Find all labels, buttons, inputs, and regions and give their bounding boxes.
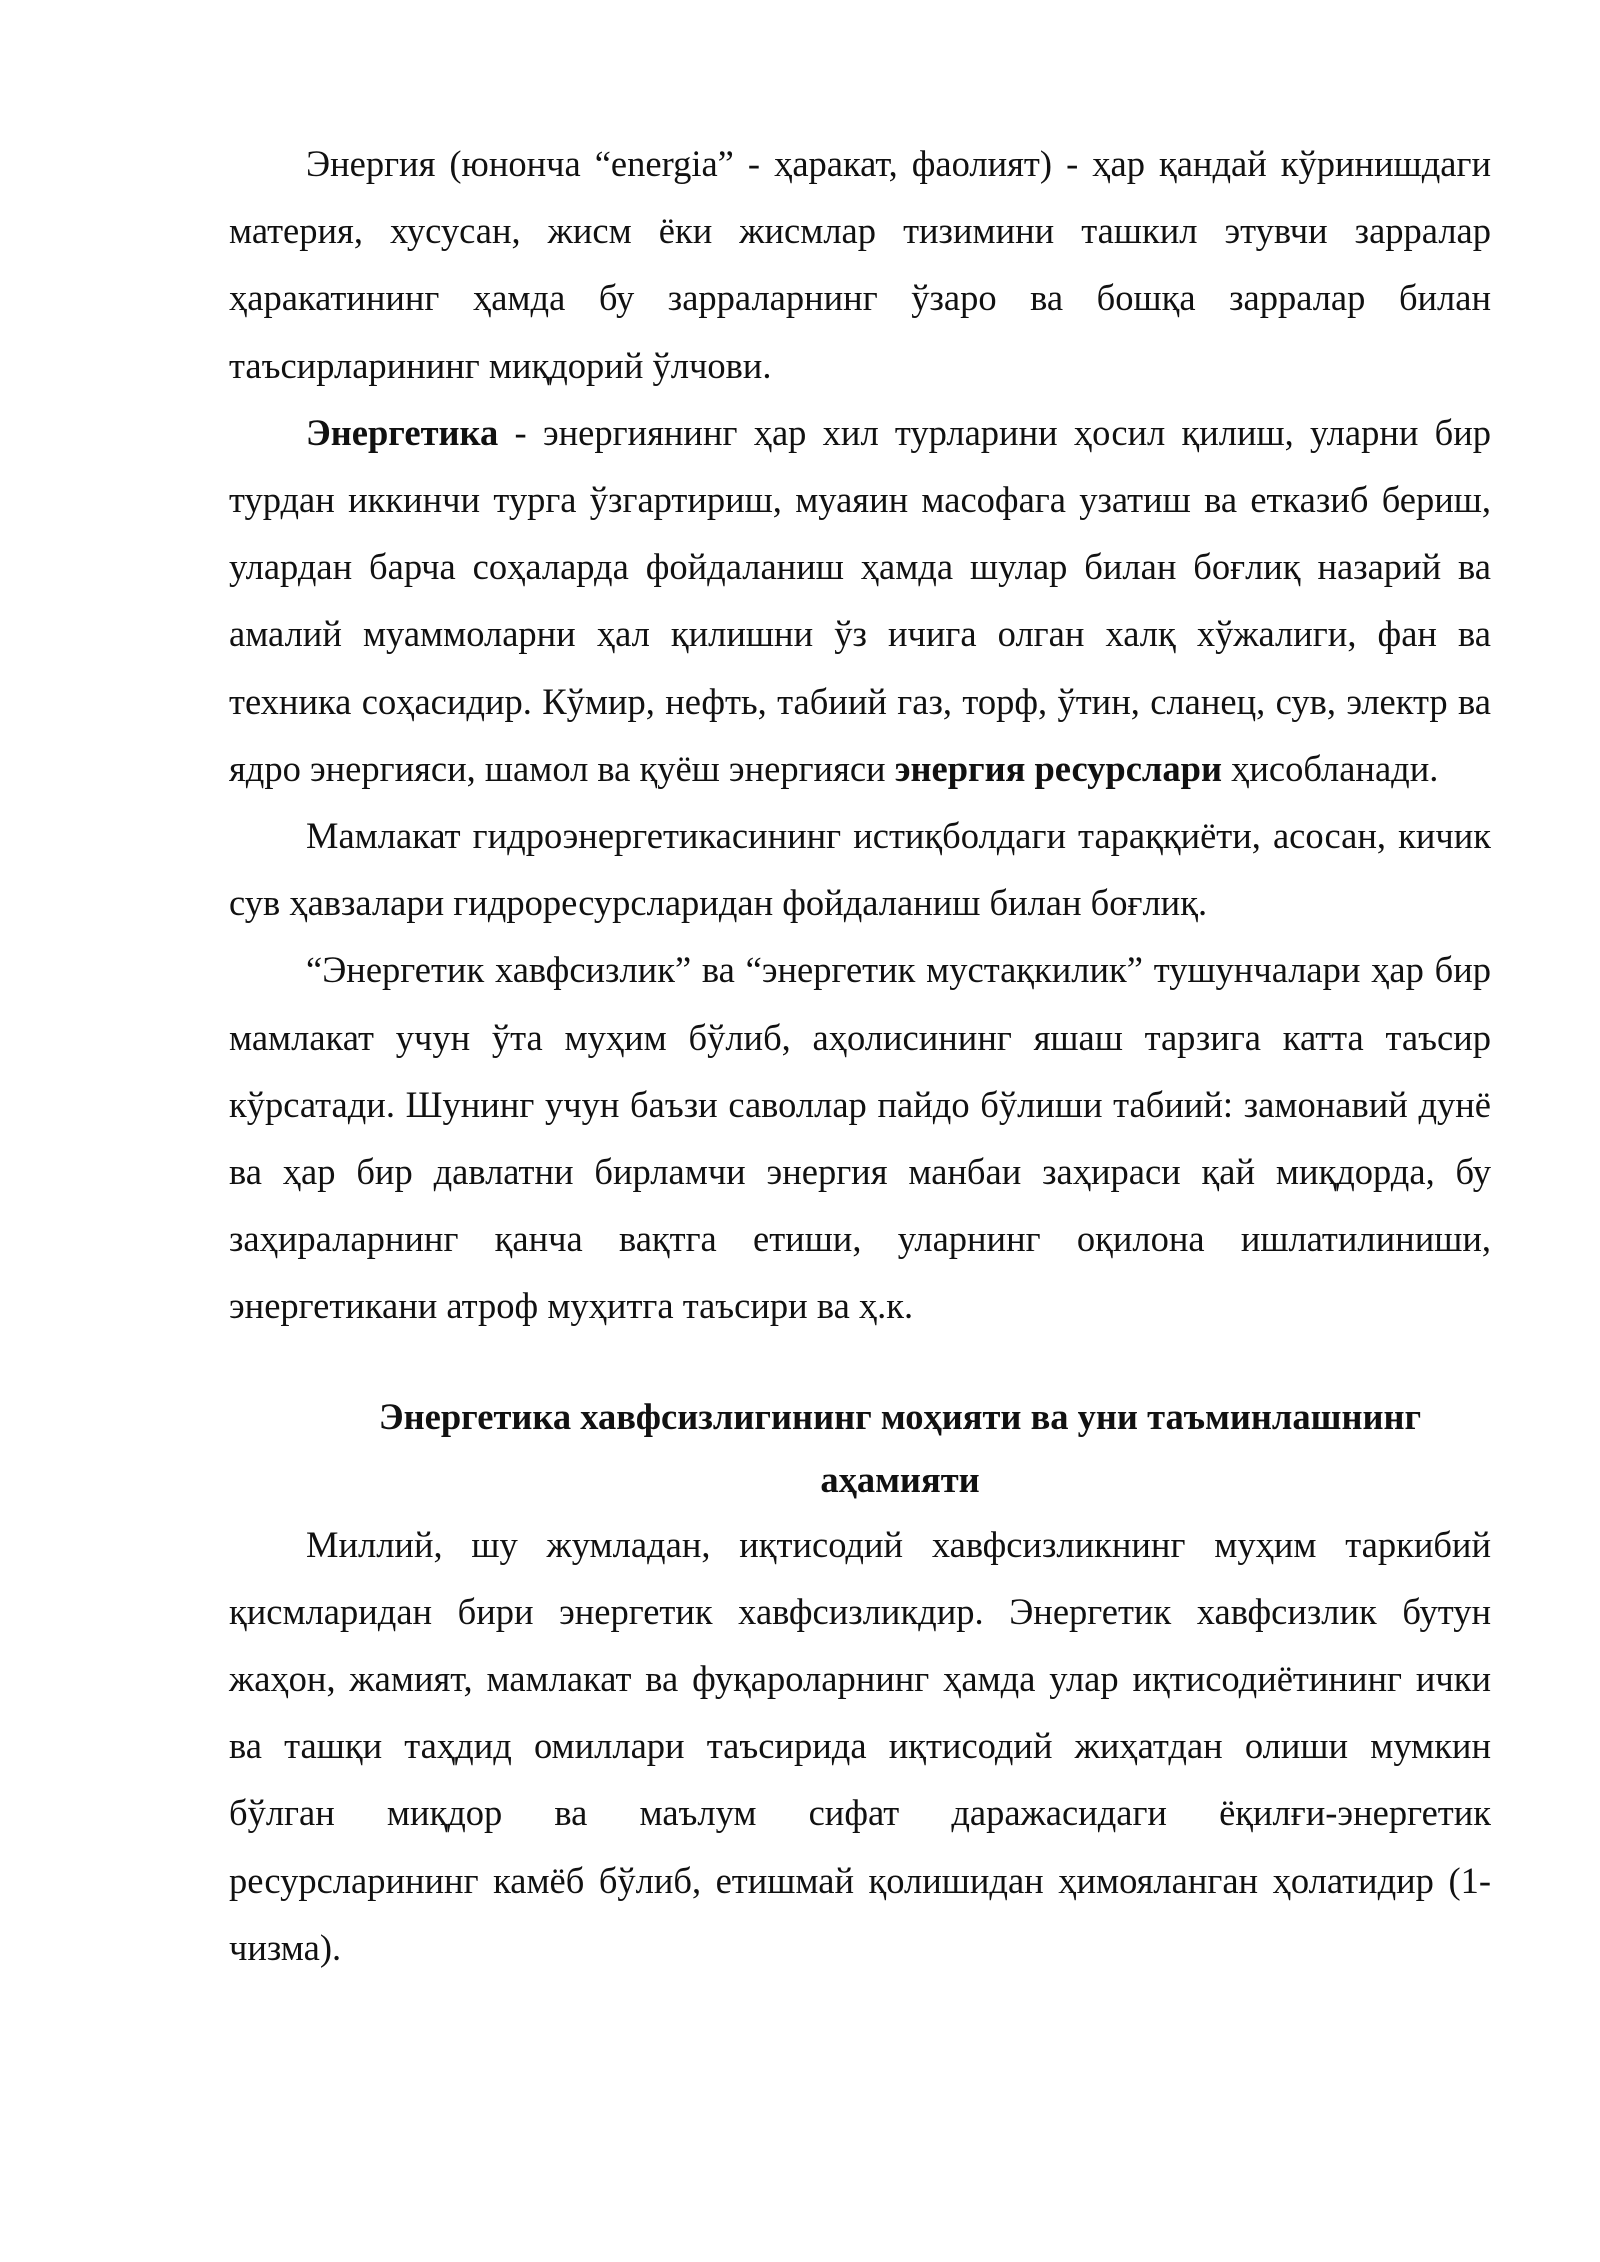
paragraph-energy-definition: Энергия (юнонча “energia” - ҳаракат, фаолият) - ҳар қандай кўринишдаги материя, хусусан, жисм ёки жисмлар тизимини ташкил этувчи зарралар ҳаракатининг ҳамда бу зарраларнинг ўзаро ва бошқа зарралар билан таъсирларининг миқдорий ўлчови. xyxy=(229,143,1491,386)
section-heading-line-1: Энергетика хавфсизлигининг моҳияти ва уни таъминлашнинг xyxy=(378,1395,1422,1437)
section-heading xyxy=(229,1385,1491,1511)
term-energy-resources: энергия ресурслари xyxy=(894,747,1222,789)
paragraph-national-security: Миллий, шу жумладан, иқтисодий хавфсизликнинг муҳим таркибий қисмларидан бири энергетик хавфсизликдир. Энергетик хавфсизлик бутун жаҳон, жамият, мамлакат ва фуқароларнинг ҳамда улар иқтисодиётининг ички ва ташқи таҳдид омиллари таъсирида иқтисодий жиҳатдан олиши мумкин бўлган миқдор ва маълум сифат даражасидаги ёқилғи-энергетик ресурсларининг камёб бўлиб, етишмай қолишидан ҳимояланган ҳолатидир (1-чизма). xyxy=(229,1523,1491,1968)
document-page xyxy=(229,130,1491,1981)
paragraph-energetics-text-b: ҳисобланади. xyxy=(1221,747,1439,789)
paragraph-energy-security-concepts: “Энергетик хавфсизлик” ва “энергетик мустақкилик” тушунчалари ҳар бир мамлакат учун ўта муҳим бўлиб, аҳолисининг яшаш тарзига катта таъсир кўрсатади. Шунинг учун баъзи саволлар пайдо бўлиши табиий: замонавий дунё ва ҳар бир давлатни бирламчи энергия манбаи заҳираси қай миқдорда, бу заҳираларнинг қанча вақтга етиши, уларнинг оқилона ишлатилиниши, энергетикани атроф муҳитга таъсири ва ҳ.к. xyxy=(229,949,1491,1327)
paragraph-energetics-definition xyxy=(229,399,1491,802)
paragraph-energetics-text-a: - энергиянинг ҳар хил турларини ҳосил қилиш, уларни бир турдан иккинчи турга ўзгартириш, муаяин масофага узатиш ва етказиб бериш, улардан барча соҳаларда фойдаланиш ҳамда шулар билан боғлиқ назарий ва амалий муаммоларни ҳал қилишни ўз ичига олган халқ хўжалиги, фан ва техника соҳасидир. Кўмир, нефть, табиий газ, торф, ўтин, сланец, сув, электр ва ядро энергияси, шамол ва қуёш энергияси xyxy=(229,411,1491,789)
term-energetics: Энергетика xyxy=(306,411,499,453)
section-heading-line-2: аҳамияти xyxy=(820,1458,980,1500)
paragraph-hydropower: Мамлакат гидроэнергетикасининг истиқболдаги тараққиёти, асосан, кичик сув ҳавзалари гидроресурсларидан фойдаланиш билан боғлиқ. xyxy=(229,815,1491,924)
